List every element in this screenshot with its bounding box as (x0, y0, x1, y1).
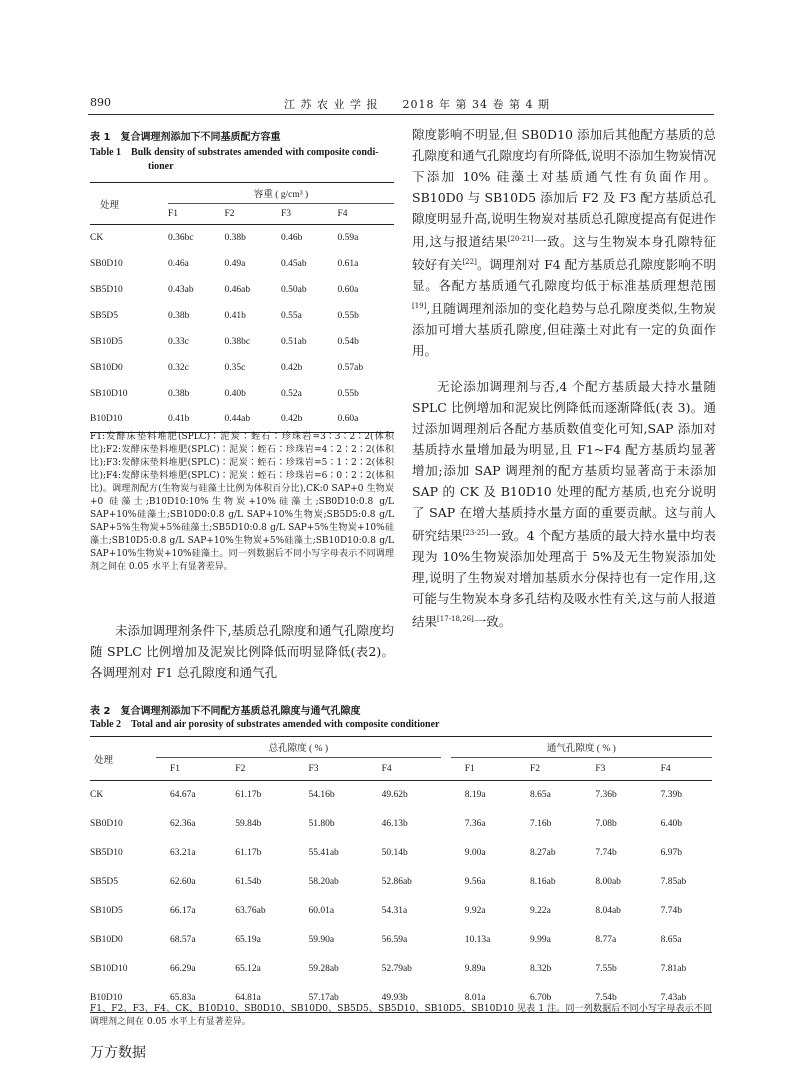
cell: 46.13b (381, 819, 408, 829)
row-name: B10D10 (90, 414, 123, 425)
cell: 0.45ab (281, 258, 307, 269)
para-text: 无论添加调理剂与否,4 个配方基质最大持水量随 SPLC 比例增加和泥炭比例降低而逐渐降低(表 3)。通过添加调理剂后各配方基质数值变化可知,SAP 添加对基质持水量增加最为明显,且 F1~F4 配方基质均显著增加;添加 SAP 调理剂的配方基质均显著高于未添加 SAP 的 CK 及 B10D10 处理的配方基质,也充分说明了 SAP 在增大基质持水量方面的重要贡献。这与前人研究结果 (412, 379, 716, 544)
table1-note: F1:发酵床垫料堆肥(SPLC)∶泥炭∶蛭石∶珍珠岩=3∶3∶2∶2(体积比);F2:发酵床垫料堆肥(SPLC)∶泥炭∶蛭石∶珍珠岩=4∶2∶2∶2(体积比);F3:发酵床垫料堆肥(SPLC)∶泥炭∶蛭石∶珍珠岩=5∶1∶2∶2(体积比);F4:发酵床垫料堆肥(SPLC)∶泥炭∶蛭石∶珍珠岩=6∶0∶2∶2(体积比)。调理剂配方(生物炭与硅藻土比例为体积百分比),CK:0 SAP+0 生物炭+0 硅藻土;B10D10:10%生物炭+10%硅藻土;SB0D10:0.8 g/L SAP+10%硅藻土;SB10D0:0.8 g/L SAP+10%生物炭;SB5D5:0.8 g/L SAP+5%生物炭+5%硅藻土;SB5D10:0.8 g/L SAP+5%生物炭+10%硅藻土;SB10D5:0.8 g/L SAP+10%生物炭+5%硅藻土;SB10D10:0.8 g/L SAP+10%生物炭+10%硅藻土。同一列数据后不同小写字母表示不同调理剂之间在 0.05 水平上有显著差异。 (90, 432, 394, 572)
cell: 0.51ab (281, 336, 307, 347)
row-name: SB5D10 (90, 284, 123, 295)
table2-header-f2: F2 (235, 764, 246, 774)
cell: 9.99a (530, 935, 551, 945)
table2-header-f1b: F1 (464, 764, 475, 774)
table1 (90, 182, 394, 433)
cell: 0.52a (281, 388, 302, 399)
cell: 8.04ab (595, 906, 621, 916)
table2-header-f4: F4 (381, 764, 392, 774)
cell: 68.57a (170, 935, 196, 945)
cell: 6.70b (530, 992, 552, 1003)
cell: 59.84b (235, 819, 262, 829)
cell: 55.41ab (308, 848, 339, 858)
cell: 0.32c (168, 362, 189, 373)
left-paragraph: 未添加调理剂条件下,基质总孔隙度和通气孔隙度均随 SPLC 比例增加及泥炭比例降低而明显降低(表2)。各调理剂对 F1 总孔隙度和通气孔 (90, 623, 394, 680)
cell: 49.93b (381, 992, 408, 1003)
cell: 7.16b (530, 819, 552, 829)
table2-gap (441, 781, 451, 810)
cell: 63.76ab (235, 906, 266, 916)
cell: 57.17ab (308, 992, 339, 1003)
table-row (90, 277, 394, 303)
table2-gap (441, 868, 451, 897)
cell: 0.55b (337, 310, 359, 321)
cell: 0.46a (168, 258, 189, 269)
table-row (90, 926, 712, 955)
para-text: 一致。4 个配方基质的最大持水量中均表现为 10%生物炭添加处理高于 5%及无生物炭添加处理,说明了生物炭对增加基质水分保持也有一定作用,这可能与生物炭本身多孔结构及吸水性有关,这与前人报道结果 (412, 528, 716, 630)
table1-col-label: 处理 (100, 200, 120, 211)
row-name: CK (90, 232, 104, 243)
table-row (90, 407, 394, 433)
table2-caption-en: Table 2 Total and air porosity of substrates amended with composite conditioner (90, 719, 440, 730)
cell: 56.59a (381, 935, 408, 945)
citation: [19] (412, 302, 427, 311)
row-name: SB10D10 (90, 388, 128, 399)
cell: 0.59a (337, 232, 359, 243)
cell: 0.38b (224, 232, 246, 243)
cell: 49.62b (381, 790, 408, 801)
cell: 0.57ab (337, 362, 364, 373)
cell: 7.85ab (660, 877, 687, 887)
table-row (90, 251, 394, 277)
cell: 66.17a (170, 906, 196, 916)
cell: 8.27ab (530, 848, 556, 858)
table1-caption-en (90, 146, 400, 174)
row-name: SB10D5 (90, 336, 123, 347)
table-row (90, 868, 712, 897)
table2 (90, 736, 712, 1013)
cell: 52.86ab (381, 877, 412, 887)
para-text: 一致。 (473, 614, 512, 630)
cell: 0.41b (168, 414, 190, 425)
para-text: 。调理剂对 F4 配方基质总孔隙度影响不明显。各配方基质通气孔隙度均低于标准基质理想范围 (412, 257, 716, 294)
cell: 0.40b (224, 388, 246, 399)
cell: 9.92a (464, 906, 486, 916)
row-name: SB0D10 (90, 258, 123, 269)
table2-note: F1、F2、F3、F4、CK、B10D10、SB0D10、SB10D0、SB5D5、SB5D10、SB10D5、SB10D10 见表 1 注。同一列数据后不同小写字母表示不同调理剂之间在 0.05 水平上有显著差异。 (90, 1004, 712, 1027)
para-text: 一致。这与生物炭本身孔隙特征较好有关 (412, 234, 716, 273)
cell: 0.42b (281, 414, 303, 425)
cell: 0.35c (224, 362, 246, 373)
journal-header: 江 苏 农 业 学 报 2018 年 第 34 卷 第 4 期 (284, 98, 550, 111)
cell: 8.32b (530, 964, 552, 974)
right-paragraph-1 (412, 124, 716, 361)
table1-caption-en-line2: tioner (148, 161, 174, 172)
cell: 59.28ab (308, 964, 339, 974)
cell: 8.77a (595, 935, 617, 945)
cell: 0.55b (337, 388, 359, 399)
table1-header-f2: F2 (224, 209, 235, 219)
cell: 8.65a (530, 790, 551, 801)
table2-col-label: 处理 (94, 755, 114, 766)
cell: 0.61a (337, 258, 359, 269)
cell: 0.36bc (168, 232, 194, 243)
table-row (90, 329, 394, 355)
cell: 8.65a (660, 935, 682, 945)
cell: 0.41b (224, 310, 246, 321)
cell: 7.54b (595, 992, 617, 1003)
cell: 6.40b (660, 819, 682, 829)
citation: [17-18,26] (437, 615, 474, 624)
table2-group1-label: 总孔隙度 ( % ) (156, 737, 441, 758)
table2-header-f3b: F3 (595, 764, 606, 774)
cell: 0.60a (337, 414, 359, 425)
table1-caption-cn: 表 1 复合调理剂添加下不同基质配方容重 (90, 132, 281, 143)
cell: 60.01a (308, 906, 335, 916)
table2-gap (441, 839, 451, 868)
citation: [22] (462, 258, 477, 267)
citation: [20-21] (507, 235, 534, 243)
row-name: SB10D5 (90, 906, 123, 916)
right-paragraph-2 (412, 376, 716, 632)
para-text: 隙度影响不明显,但 SB0D10 添加后其他配方基质的总孔隙度和通气孔隙度均有所降低,说明不添加生物炭情况下添加 10% 硅藻土对基质通气性有负面作用。SB10D0 与 SB10D5 添加后 F2 及 F3 配方基质总孔隙度明显升高,说明生物炭对基质总孔隙度提高有促进作用,这与报道结果 (412, 127, 716, 250)
cell: 7.36b (595, 790, 617, 801)
table-row (90, 355, 394, 381)
cell: 59.90a (308, 935, 335, 945)
cell: 8.00ab (595, 877, 621, 887)
cell: 54.31a (381, 906, 408, 916)
cell: 0.55a (281, 310, 302, 321)
table1-header-f3: F3 (281, 209, 292, 219)
cell: 61.54b (235, 877, 262, 887)
cell: 0.49a (224, 258, 246, 269)
cell: 65.19a (235, 935, 261, 945)
cell: 0.46b (281, 232, 303, 243)
row-name: CK (90, 790, 104, 801)
cell: 64.67a (170, 790, 196, 801)
table2-header-f1: F1 (170, 764, 181, 774)
cell: 7.08b (595, 819, 617, 829)
cell: 8.19a (464, 790, 486, 801)
cell: 0.46ab (224, 284, 251, 295)
cell: 7.74b (660, 906, 682, 916)
table2-gap (441, 737, 451, 758)
cell: 9.89a (464, 964, 486, 974)
cell: 65.83a (170, 992, 196, 1003)
table1-caption-en-line1: Table 1 Bulk density of substrates amended with composite condi- (90, 147, 379, 158)
row-name: SB10D0 (90, 935, 123, 945)
row-name: SB0D10 (90, 819, 123, 829)
para-text: ,且随调理剂添加的变化趋势与总孔隙度类似,生物炭添加可增大基质孔隙度,但硅藻土对此有一定的负面作用。 (412, 301, 716, 359)
cell: 0.60a (337, 284, 359, 295)
cell: 0.33c (168, 336, 189, 347)
cell: 62.36a (170, 819, 196, 829)
cell: 8.16ab (530, 877, 556, 887)
cell: 0.50ab (281, 284, 307, 295)
row-name: SB10D0 (90, 362, 123, 373)
cell: 64.81a (235, 992, 261, 1003)
cell: 52.79ab (381, 964, 412, 974)
table-row (90, 810, 712, 839)
table1-header-f4: F4 (337, 209, 348, 219)
table-row (90, 781, 712, 810)
table2-gap (441, 810, 451, 839)
cell: 0.38b (168, 388, 190, 399)
cell: 0.38b (168, 310, 190, 321)
wanfang-watermark: 万方数据 (90, 1045, 146, 1061)
table2-caption-cn: 表 2 复合调理剂添加下不同配方基质总孔隙度与通气孔隙度 (90, 706, 361, 717)
table2-header-f4b: F4 (660, 764, 671, 774)
table1-group-label: 容重 ( g/cm³ ) (168, 183, 394, 204)
cell: 61.17b (235, 848, 262, 858)
row-name: B10D10 (90, 992, 123, 1003)
table2-gap (441, 955, 451, 984)
cell: 9.56a (464, 877, 486, 887)
cell: 7.36a (464, 819, 486, 829)
table2-header-f2b: F2 (530, 764, 541, 774)
cell: 7.55b (595, 964, 617, 974)
row-name: SB5D5 (90, 310, 118, 321)
row-name: SB5D5 (90, 877, 118, 887)
cell: 7.39b (660, 790, 682, 801)
cell: 62.60a (170, 877, 196, 887)
header-rule (88, 114, 714, 115)
cell: 0.44ab (224, 414, 251, 425)
cell: 0.38bc (224, 336, 251, 347)
cell: 7.74b (595, 848, 617, 858)
cell: 10.13a (464, 935, 491, 945)
table-row (90, 381, 394, 407)
table2-header-f3: F3 (308, 764, 319, 774)
cell: 0.42b (281, 362, 303, 373)
cell: 0.43ab (168, 284, 194, 295)
cell: 9.00a (464, 848, 486, 858)
table2-gap (441, 897, 451, 926)
cell: 0.54b (337, 336, 359, 347)
table2-gap (441, 758, 451, 781)
page-number: 890 (90, 96, 111, 109)
cell: 6.97b (660, 848, 682, 858)
cell: 66.29a (170, 964, 196, 974)
table-row (90, 303, 394, 329)
table-row (90, 897, 712, 926)
table-row (90, 839, 712, 868)
cell: 8.01a (464, 992, 486, 1003)
cell: 63.21a (170, 848, 196, 858)
table-row (90, 225, 394, 251)
table-row (90, 955, 712, 984)
cell: 65.12a (235, 964, 261, 974)
cell: 51.80b (308, 819, 335, 829)
row-name: SB10D10 (90, 964, 128, 974)
cell: 7.81ab (660, 964, 687, 974)
cell: 9.22a (530, 906, 551, 916)
cell: 7.43ab (660, 992, 687, 1003)
row-name: SB5D10 (90, 848, 123, 858)
table2-group2-label: 通气孔隙度 ( % ) (451, 737, 712, 758)
cell: 54.16b (308, 790, 335, 801)
cell: 61.17b (235, 790, 262, 801)
table1-header-f1: F1 (168, 209, 179, 219)
table2-gap (441, 926, 451, 955)
cell: 58.20ab (308, 877, 339, 887)
citation: [23-25] (462, 529, 489, 537)
cell: 50.14b (381, 848, 408, 858)
